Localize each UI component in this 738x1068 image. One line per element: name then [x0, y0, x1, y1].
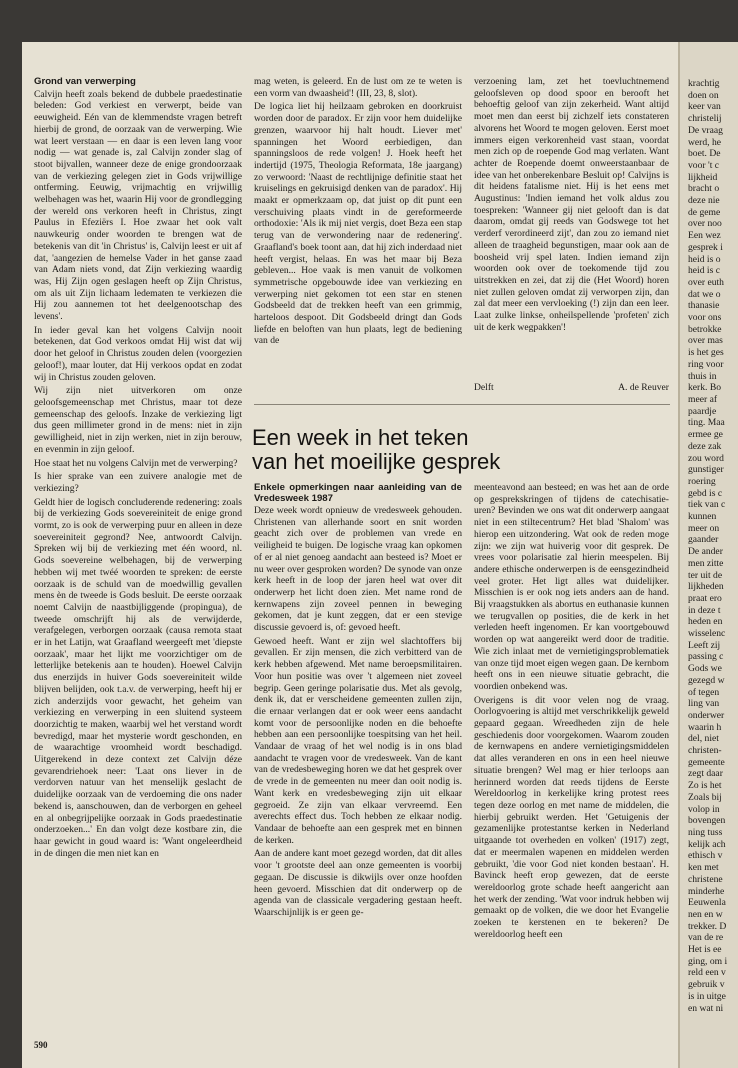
paragraph: Calvijn heeft zoals bekend de dubbele praedestinatie beleden: God verkiest en verwerpt, beide van eeuwigheid. Eén van de klemmendste vragen betreft hierbij de grond, de oorzaak van de verwerping. Wie wat leert verstaan — en daar is een leven lang voor nodig — wat genade is, zal Calvijn zonder slag of stoot bijvallen, wanneer deze de enige grondoorzaak van de verkiezing gelegen ziet in Gods vrijwillige ontferming. Eeuwig, vrijmachtig en vrijwillig welbehagen was het, waarin Hij voor de grondlegging der wereld ons verkoren heeft in Christus, zingt Paulus in Efeziërs I. Hoe zwaar het ook valt nauwkeurig onder woorden te brengen wat de betekenis van dit 'in Christus' is, Calvijn leest er uit af dat, 'aangezien de hemelse Vader in het ganse zaad van Adam niets vond, dat Zijn verkiezing waardig was, Hij Zijn ogen geslagen heeft op Zijn Christus, om als uit Zijn lichaam ledematen te verkiezen die Hij zou aannemen tot het deelgenootschap des levens'.	[34, 88, 242, 323]
paragraph: verzoening lam, zet het toevluchtnemend geloofsleven op dood spoor en berooft het behoeftig geloof van zijn zekerheid. Want altijd moet men dan eerst bij zichzelf iets constateren alvorens het Woord te mogen geloven. Eerst moet immers eigen verkorenheid vast staan, voordat men zich op de roepende God mag verlaten. Want achter de Roepende doemt onweerstaanbaar de idee van het onberekenbare Besluit op! Calvijns is dit heidens fatalisme niet. Hij is het eens met Augustinus: 'Indien iemand het volk aldus zou toespreken: 'Wanneer gij niet gelooft dan is dat daarom, omdat gij reeds van Godswege tot het verderf verordineerd zijt', dan zou zo iemand niet alleen de traagheid begunstigen, maar ook aan de boosheid vrij spel laten. Indien iemand zijn woorden ook over de toekomende tijd zou uitstrekken en zei, dat zij die (Het Woord) horen niet zullen geloven omdat zij verworpen zijn, dan zal dat meer een vervloeking (!) zijn dan een leer. Laat zulke linkse, onheilspellende 'profeten' zich uit de kerk wegpakken'!	[474, 76, 669, 333]
title-line-1: Een week in het teken	[252, 425, 469, 450]
left-article-column-1	[34, 76, 242, 861]
left-article-column-3	[474, 76, 669, 335]
magazine-page	[22, 42, 678, 1068]
paragraph: Aan de andere kant moet gezegd worden, dat dit alles voor 't grootste deel aan onze gemeenten is voorbij gegaan. De discussie is dikwijls over onze hoofden heen gevoerd. Misschien dat dit onderwerp op de agenda van de classicale vergadering gestaan heeft. Waarschijnlijk is er geen ge-	[254, 848, 462, 918]
title-line-2: van het moeilijke gesprek	[252, 449, 501, 474]
page-number: 590	[34, 1040, 48, 1050]
section-heading: Grond van verwerping	[34, 76, 136, 87]
article-subtitle: Enkele opmerkingen naar aanleiding van de Vredesweek 1987	[254, 482, 462, 504]
paragraph: Hoe staat het nu volgens Calvijn met de verwerping?	[34, 457, 238, 469]
paragraph: Geldt hier de logisch concluderende redenering: zoals bij de verkiezing Gods soevereiniteit de enige grond vormt, zo is ook de verwerping puur en alleen in deze soevereiniteit gegrond? Nee, antwoordt Calvijn. Spreken wij bij de verkiezing met één woord, nl. Gods soevereine welbehagen, bij de verwerping hebben wij met twéé woorden te spreken: de eerste oorzaak is de schuld van de moedwillig gevallen mens èn de tweede is Gods besluit. De eerste oorzaak noemt Calvijn de naastbijliggende (propingua), de tweede omschrijft hij als de verwijderde, verafgelegen, verborgen oorzaak (causa remota staat er in het Latijn, wat Graafland weergeeft met 'diepste oorzaak', maar het lijkt me voorzichtiger om de letterlijke betekenis aan te houden). Hoewel Calvijn dus enerzijds in huiver Gods soevereiniteit wilde blijven belijden, ook t.a.v. de verwerping, heeft hij er zich anderzijds voor gewacht, het geheim van verkiezing en verwerping in een sluitend systeem doorzichtig te maken, waarbij wel het verstand wordt bevredigd, maar het mysterie wordt geschonden, en de waarachtige vroomheid wordt beschadigd. Uitgerekend in deze context zet Calvijn déze gevarendriehoek neer: 'Laat ons liever in de verdorven natuur van het menselijk geslacht de duidelijke oorzaak van de verdoeming die ons nader bekend is, aanschouwen, dan de verborgen en geheel en al onbegrijpelijke oorzaak in Gods praedestinatie onderzoeken...' En dan volgt deze kostbare zin, die haar gewicht in goud waard is: 'Want ongeleerdheid in de dingen die men niet kan en	[34, 496, 242, 859]
paragraph: mag weten, is geleerd. En de lust om ze te weten is een vorm van dwaasheid'! (III, 23, 8, slot).	[254, 76, 462, 99]
paragraph: Overigens is dit voor velen nog de vraag. Oorlogvoering is altijd met verschrikkelijk geweld gepaard gegaan. Wreedheden zijn de hele geschiedenis door voorgekomen. Waarom zouden de kernwapens en andere vernietigingsmiddelen dat alles veranderen en ons in een heel nieuwe situatie brengen? Wel mag er hier terloops aan herinnerd worden dat reeds tijdens de Eerste Wereldoorlog in kerkelijke kring protest rees tegen deze oorlog en met name de middelen, die hierbij gebruikt werden. Het 'Getuigenis der gezamenlijke protestantse kerken in Nederland uitgaande tot overheden en volken' (1917) zegt, dat er meermalen wapenen en middelen werden gebruikt, 'die voor God niet konden bestaan'. H. Bavinck heeft erop gewezen, dat de eerste wereldoorlog grote schade heeft aangericht aan het werk der zending. 'Wat voor indruk hebben wij gemaakt op de volken, die we door het Evangelie zoeken te kerstenen en te bekeren? De wereldoorlog heeft een	[474, 694, 669, 940]
paragraph: In ieder geval kan het volgens Calvijn nooit betekenen, dat God verkoos omdat Hij wist dat wij door het geloof in Christus zouden delen (voorgezien geloof!), maar louter, dat Hij verkoos opdat en zodat wij in Christus zouden geloven.	[34, 324, 242, 383]
paragraph: meenteavond aan besteed; en was het aan de orde op gesprekskringen of tijdens de catechisatie-uren? Bevinden we ons wat dit onderwerp aangaat niet in een stiltecentrum? Het blad 'Shalom' was hierop een uitzondering. Wat ook de reden moge zijn: we zijn wat huiverig voor dit gesprek. De vrees voor polarisatie zal hierin meespelen. Bij andere ethische onderwerpen is de eensgezindheid veel groter. Het ligt alles wat duidelijker. Misschien is er ook nog iets anders aan de hand. Bij vraagstukken als abortus en euthanasie kunnen we terugvallen op posities, die de kerk in het verleden heeft ingenomen. Er kan voortgebouwd worden op wat aangereikt werd door de traditie. Wie zich inlaat met de vernietigingsproblematiek van onze tijd moet eigen wegen gaan. De kernbom heeft ons in een nieuwe situatie gebracht, die voordien onbekend was.	[474, 482, 669, 692]
right-article-column-1	[254, 482, 462, 921]
adjacent-page-column: krachtig doen on keer van christelij De vraag werd, he boet. De voor 't c lijkheid bracht o deze nie de geme over noo Een wez gesprek i heid is o heid is c over euth dat we o thanasie voor ons betrokke over mas is het ges ring voor thuis in kerk. Bo meer af paardje ting. Maa ermee ge deze zak zou word gunstiger roering gebd is c tiek van c kunnen meer on gaander De ander men zitte ter uit de lijkheden praat ero in deze t heden en wisselenc Leeft zij passing c Gods we gezegd w of tegen ling van onderwer waarin h del, niet christen- gemeente zegt daar Zo is het Zoals bij volop in bovengen ning tuss kelijk ach ethisch v ken met christene minderhe Eeuwenla nen en w trekker. D van de re Het is ee ging, om i reld een v gebruik v is in uitge en wat ni	[688, 78, 728, 1014]
paragraph: Deze week wordt opnieuw de vredesweek gehouden. Christenen van allerhande soort en snit worden geacht zich over de problemen van vrede en veiligheid te buigen. De logische vraag kan opkomen of er al niet genoeg aandacht aan besteed is? Moet er nu weer over gesproken worden? De synode van onze kerk heeft in de loop der jaren heel wat over dit onderwerp het licht doen zien. Met name rond de kernwapens zijn zoveel pennen in beweging gekomen, dat je kunt zeggen, dat er een stevige discussie gevoerd is, of: gevoed heeft.	[254, 505, 462, 634]
signature-name: A. de Reuver	[618, 382, 669, 393]
article-title	[252, 426, 672, 474]
left-article-column-2	[254, 76, 462, 349]
paragraph: Wij zijn niet uitverkoren om onze geloofsgemeenschap met Christus, maar tot deze gemeenschap des geloofs. Inzake de verkiezing ligt dus geen millimeter grond in de mens: niet in zijn gewilligheid, niet in zijn werken, niet in zijn berouw, en evenmin in zijn geloof.	[34, 385, 242, 455]
paragraph: De logica liet hij heilzaam gebroken en doorkruist worden door de paradox. Er zijn voor hem duidelijke grenzen, waarvoor hij halt houdt. Liever met' spanningen het Woord eerbiedigen, dan spanningsloos de rede volgen! J. Hoek heeft het indertijd (1975, Theologia Reformata, 18e jaargang) zo verwoord: 'Naast de rechtlijnige definitie staat het kruiselings en gekruisigd denken van de paradox'. Hij maakt er opmerkzaam op, dat juist op dit punt een verschuiving plaats vindt in de gereformeerde orthodoxie: 'Als ik mij niet vergis, doet Beza een stap terug van de verwondering naar de redenering'. Graafland's boek toont aan, dat hij zich inderdaad niet heeft vergist, helaas. En was het maar bij Beza gebleven... Hoe vaak is men vanuit de volkomen symmetrische opgebouwde idee van verkiezing en verwerping niet gekomen tot een star en stenen Godsbeeld dat de trekken heeft van een grimmig, harteloos despoot. Dit Godsbeeld dringt dan Gods liefde en beloften van hun plaats, legt de bediening van de	[254, 101, 462, 347]
right-article-column-2	[474, 482, 669, 942]
signature-place: Delft	[474, 382, 494, 393]
paragraph: Is hier sprake van een zuivere analogie met de verkiezing?	[34, 471, 242, 494]
adjacent-page-edge	[678, 42, 738, 1068]
paragraph: Gewoed heeft. Want er zijn wel slachtoffers bij gevallen. Er zijn mensen, die zich verbitterd van de kerk hebben afgewend. Met name beroepsmilitairen. Voor hun positie was over 't algemeen niet zoveel begrip. Geen geringe polarisatie dus. Met als gevolg, denk ik, dat er verscheidene gemeenten zullen zijn, die ernaar verlangen dat er ook weer eens aandacht komt voor de persoonlijke noden en die behoefte hebben aan een persoonlijke toespitsing van het heil. Vandaar de vraag of het wel nodig is in ons blad aandacht te vragen voor de vredesweek. Van de kant van de vredesbeweging horen we dat het gesprek over de vrede in de gemeenten nu meer dan ooit nodig is. Want kerk en vredesbeweging zijn uit elkaar gegroeid. Ze zijn van elkaar vervreemd. Een averechts effect dus. Toch hebben ze elkaar nodig. Vandaar de behoefte aan een gesprek met en binnen de kerken.	[254, 635, 462, 846]
article-divider	[254, 404, 670, 405]
